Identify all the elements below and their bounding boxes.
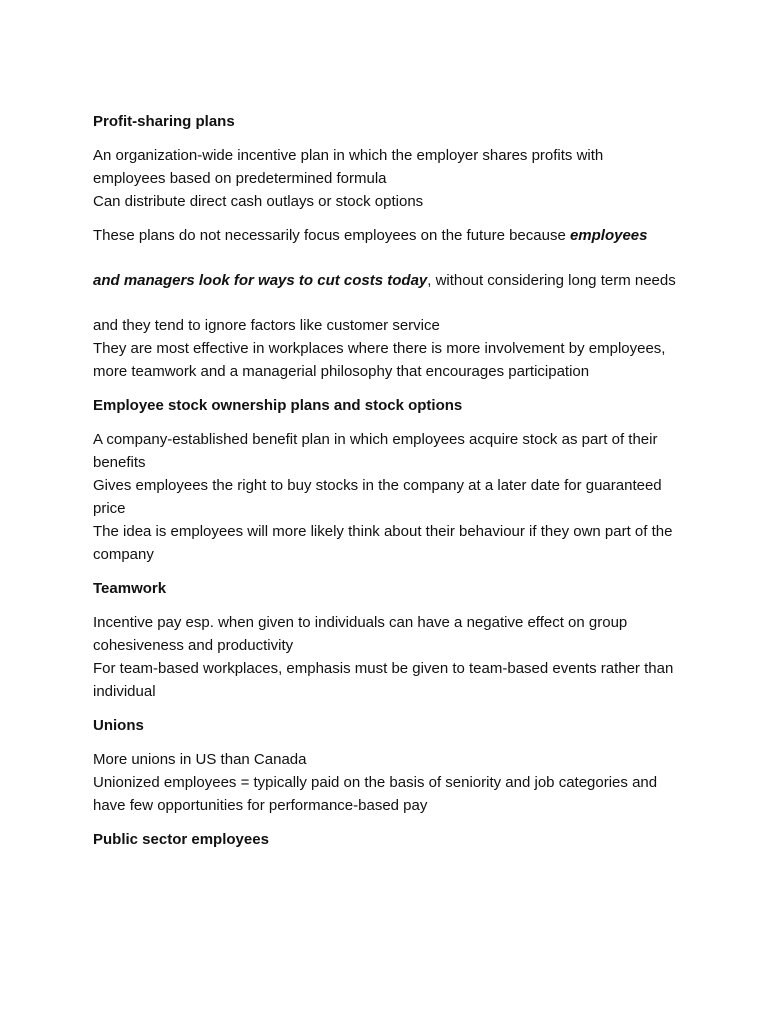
text-line: Incentive pay esp. when given to individuals can have a negative effect on group (93, 614, 628, 631)
text-line: The idea is employees will more likely think about their behaviour if they own part of the (93, 523, 673, 540)
text-line: have few opportunities for performance-based pay (93, 797, 428, 814)
text-line: A company-established benefit plan in which employees acquire stock as part of their (93, 431, 658, 448)
text-line: individual (93, 683, 156, 700)
text-line: Can distribute direct cash outlays or stock options (93, 193, 424, 210)
section-heading-public-sector: Public sector employees (93, 831, 269, 848)
text-line: An organization-wide incentive plan in which the employer shares profits with (93, 147, 604, 164)
text-emphasis: employees (569, 227, 648, 244)
text-line: benefits (93, 454, 146, 471)
text-line: Gives employees the right to buy stocks in the company at a later date for guaranteed (93, 477, 662, 494)
text-line: price (93, 500, 126, 517)
text-line: For team-based workplaces, emphasis must be given to team-based events rather than (93, 660, 674, 677)
text-line (93, 224, 693, 247)
text-line: and they tend to ignore factors like customer service (93, 317, 440, 334)
text-line: cohesiveness and productivity (93, 637, 294, 654)
paragraph-profit-sharing-focus (93, 224, 693, 383)
paragraph-teamwork (93, 611, 693, 703)
section-heading-esop: Employee stock ownership plans and stock options (93, 397, 463, 414)
section-heading-teamwork: Teamwork (93, 580, 167, 597)
section-heading-unions: Unions (93, 717, 144, 734)
paragraph-unions (93, 748, 693, 817)
text-plain: , without considering long term needs (427, 272, 676, 289)
text-emphasis: and managers look for ways to cut costs today (93, 272, 428, 289)
text-plain: These plans do not necessarily focus employees on the future because (93, 227, 570, 244)
text-line (93, 269, 693, 292)
text-line: company (93, 546, 154, 563)
paragraph-esop (93, 428, 693, 566)
paragraph-profit-sharing-definition (93, 144, 693, 213)
text-line: employees based on predetermined formula (93, 170, 387, 187)
document-page (93, 110, 693, 862)
text-line: More unions in US than Canada (93, 751, 307, 768)
section-heading-profit-sharing: Profit-sharing plans (93, 113, 235, 130)
text-line: Unionized employees = typically paid on the basis of seniority and job categories and (93, 774, 658, 791)
text-line: They are most effective in workplaces where there is more involvement by employees, (93, 340, 666, 357)
text-line: more teamwork and a managerial philosophy that encourages participation (93, 363, 590, 380)
